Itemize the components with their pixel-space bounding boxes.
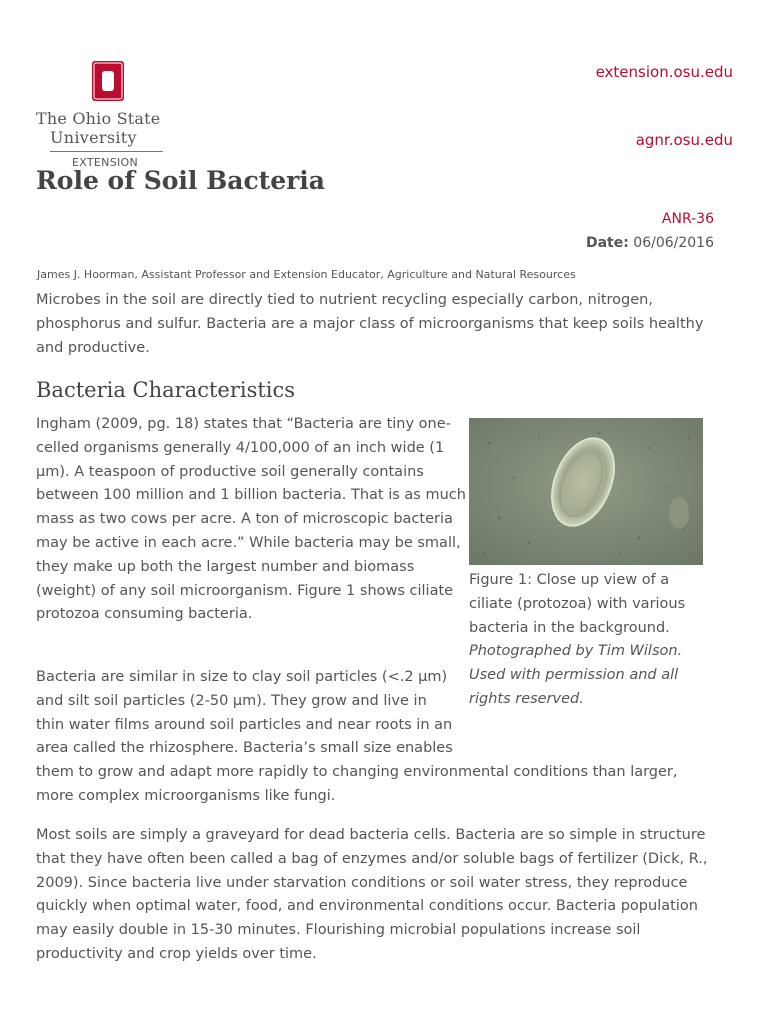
intro-paragraph: Microbes in the soil are directly tied to nutrient recycling especially carbon, nitrogen, phosphorus and sulfur. Bacteria are a major class of microorganisms that keep soils healthy and productive. bbox=[36, 292, 704, 356]
date-value: 06/06/2016 bbox=[633, 235, 714, 251]
logo-line-extension: EXTENSION bbox=[72, 156, 139, 169]
author-line: James J. Hoorman, Assistant Professor and Extension Educator, Agriculture and Natural Resources bbox=[37, 268, 576, 281]
publish-date bbox=[586, 235, 714, 251]
logo-line-university: University bbox=[50, 128, 137, 147]
body-paragraph-3: Most soils are simply a graveyard for dead bacteria cells. Bacteria are so simple in structure that they have often been called a bag of enzymes and/or soluble bags of fertilizer (Dick, R., 2009). Since bacteria live under starvation conditions or soil water stress, they reproduce quickly when optimal water, food, and environmental conditions occur. Bacteria population may easily double in 15-30 minutes. Flourishing microbial populations increase soil productivity and crop yields over time. bbox=[36, 827, 708, 962]
logo-line-ohio-state: The Ohio State bbox=[36, 109, 161, 128]
body-paragraph-1: Ingham (2009, pg. 18) states that “Bacteria are tiny one-celled organisms generally 4/100,000 of an inch wide (1 µm). A teaspoon of productive soil generally contains between 100 million and 1 billion bacteria. That is as much mass as two cows per acre. A ton of microscopic bacteria may be active in each acre.” While bacteria may be small, they make up both the largest number and biomass (weight) of any soil microorganism. Figure 1 shows ciliate protozoa consuming bacteria. bbox=[36, 416, 466, 623]
figure-caption-text: Figure 1: Close up view of a ciliate (protozoa) with various bacteria in the background. bbox=[469, 572, 686, 636]
page-title: Role of Soil Bacteria bbox=[36, 166, 325, 195]
logo-divider bbox=[50, 151, 163, 152]
body-paragraph-2 bbox=[36, 666, 716, 809]
agnr-link[interactable]: agnr.osu.edu bbox=[635, 131, 733, 149]
block-o-logo-icon bbox=[91, 60, 125, 102]
figure-credit: Photographed by Tim Wilson. Used with permission and all rights reserved. bbox=[469, 643, 683, 707]
date-label: Date: bbox=[585, 235, 629, 251]
ciliate-micrograph-image bbox=[469, 418, 703, 565]
extension-link[interactable]: extension.osu.edu bbox=[595, 63, 733, 81]
section-heading: Bacteria Characteristics bbox=[36, 378, 296, 402]
factsheet-code: ANR-36 bbox=[661, 211, 714, 227]
body-paragraph-2-text: Bacteria are similar in size to clay soil particles (<.2 µm) and silt soil particles (2-50 µm). They grow and live in thin water films around soil particles and near roots in an area called the rhizosphere. Bacteria’s small size enables them to grow and adapt more rapidly to changing environmental conditions than larger, more complex microorganisms like fungi. bbox=[36, 669, 678, 804]
